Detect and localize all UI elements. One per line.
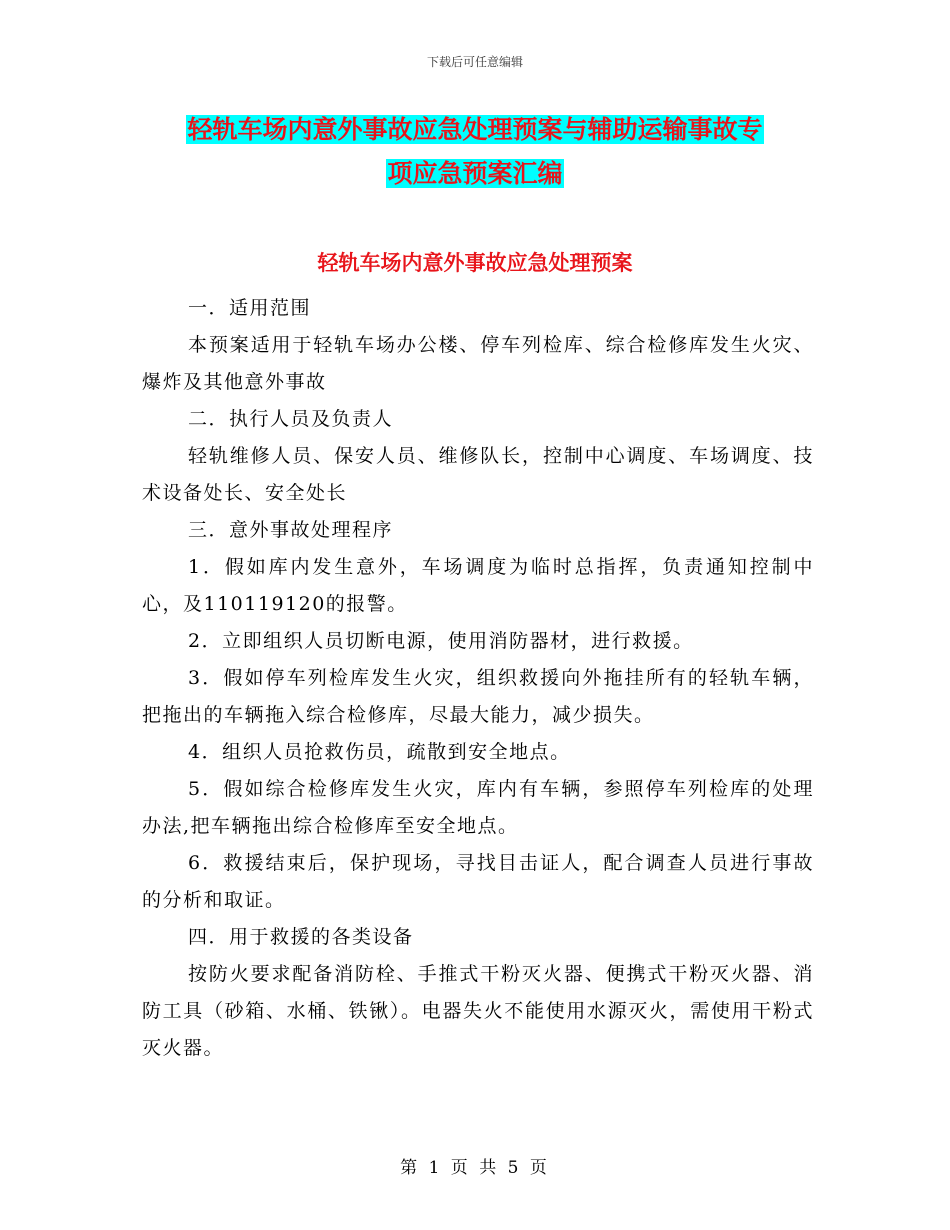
heading-procedure: 三．意外事故处理程序 [188, 519, 394, 541]
paragraph-personnel: 轻轨维修人员、保安人员、维修队长，控制中心调度、车场调度、技术设备处长、安全处长 [142, 445, 814, 504]
procedure-step-1: 1．假如库内发生意外，车场调度为临时总指挥，负责通知控制中心，及110119120的报警。 [142, 556, 814, 615]
procedure-step-6: 6．救援结束后，保护现场，寻找目击证人，配合调查人员进行事故的分析和取证。 [142, 852, 814, 911]
procedure-step-3: 3．假如停车列检库发生火灾，组织救援向外拖挂所有的轻轨车辆，把拖出的车辆拖入综合检修库，尽最大能力，减少损失。 [142, 667, 814, 726]
document-body [142, 290, 814, 1067]
paragraph-scope: 本预案适用于轻轨车场办公楼、停车列检库、综合检修库发生火灾、爆炸及其他意外事故 [142, 334, 814, 393]
page-footer: 第 1 页 共 5 页 [400, 1158, 550, 1178]
heading-equipment: 四．用于救援的各类设备 [188, 926, 414, 948]
procedure-step-4: 4．组织人员抢救伤员，疏散到安全地点。 [188, 741, 571, 763]
document-title-line-1-text: 轻轨车场内意外事故应急处理预案与辅助运输事故专 [187, 115, 763, 144]
procedure-step-5: 5．假如综合检修库发生火灾，库内有车辆，参照停车列检库的处理办法,把车辆拖出综合检修库至安全地点。 [142, 778, 814, 837]
document-title-line-2 [0, 156, 950, 192]
section-title: 轻轨车场内意外事故应急处理预案 [317, 251, 633, 275]
header-note: 下载后可任意编辑 [426, 55, 523, 69]
heading-scope: 一．适用范围 [188, 297, 312, 319]
heading-personnel: 二．执行人员及负责人 [188, 408, 394, 430]
document-title-line-2-text: 项应急预案汇编 [387, 159, 563, 188]
procedure-step-2: 2．立即组织人员切断电源，使用消防器材，进行救援。 [188, 630, 694, 652]
document-title-line-1 [0, 112, 950, 148]
paragraph-equipment: 按防火要求配备消防栓、手推式干粉灭火器、便携式干粉灭火器、消防工具（砂箱、水桶、铁锹）。电器失火不能使用水源灭火，需使用干粉式灭火器。 [142, 963, 814, 1059]
